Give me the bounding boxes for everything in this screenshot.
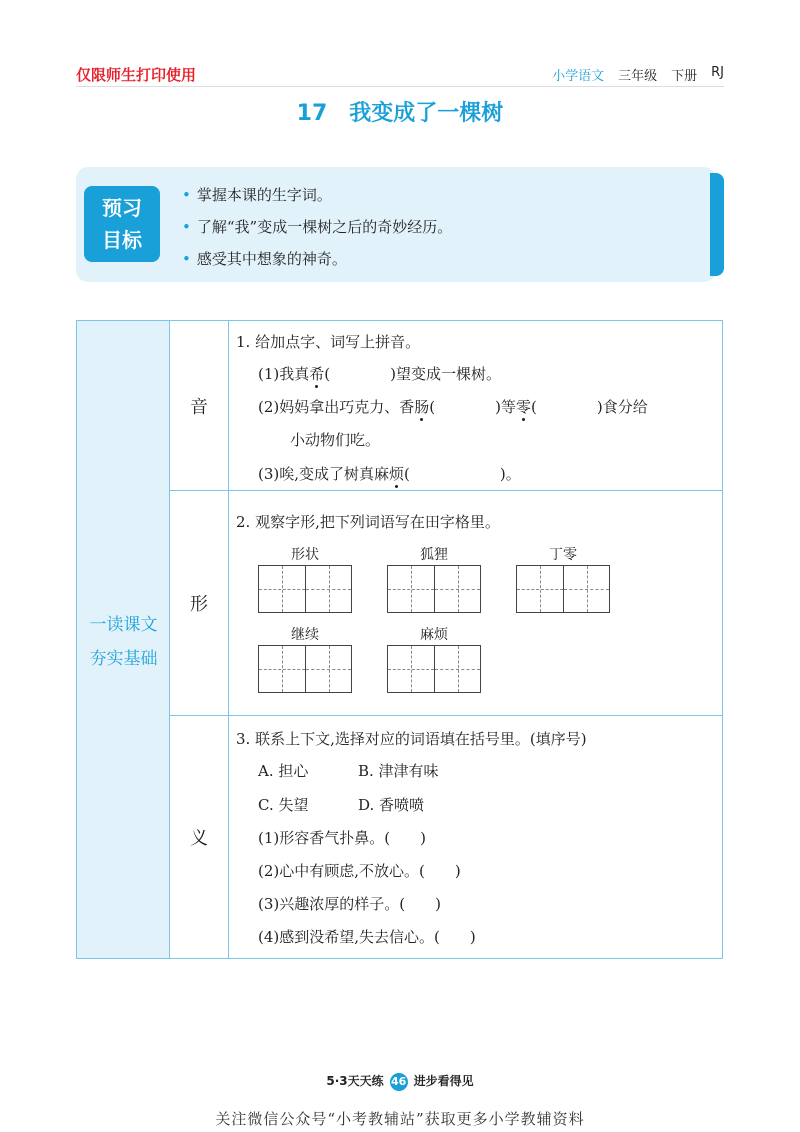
word-label: 狐狸 (420, 547, 448, 563)
writing-grid-item (516, 545, 610, 613)
section-label-line-1: 一读课文 (89, 615, 158, 635)
tianzige-grid[interactable] (387, 565, 481, 613)
lesson-name: 我变成了一棵树 (349, 101, 504, 126)
footer-brand: 5·3天天练 (326, 1074, 384, 1088)
print-notice: 仅限师生打印使用 (76, 66, 197, 84)
question-prompt: 1. 给加点字、词写上拼音。 (236, 333, 421, 351)
question-prompt: 3. 联系上下文,选择对应的词语填在括号里。(填序号) (236, 730, 587, 748)
writing-grid-item (258, 545, 352, 613)
answer-blank[interactable]: ( )。 (404, 465, 521, 483)
question-row-form (170, 491, 722, 716)
question-line: (2)妈妈拿出巧克力、香肠( )等零( )食分给 (258, 398, 648, 416)
exercise-table (76, 320, 723, 959)
option-a: A. 担心 (258, 762, 309, 780)
tianzige-grid[interactable] (258, 645, 352, 693)
footer-slogan: 进步看得见 (413, 1074, 474, 1088)
word-label: 麻烦 (420, 627, 448, 643)
answer-blank[interactable]: ( )等 (429, 398, 516, 416)
section-side-column (77, 321, 170, 958)
dotted-char: 希 (309, 365, 325, 383)
page-number: 46 (390, 1073, 408, 1091)
question-line: 小动物们吃。 (290, 431, 381, 449)
page-footer (0, 1072, 800, 1091)
option-b: B. 津津有味 (358, 762, 439, 780)
goal-item: • 感受其中想象的神奇。 (182, 250, 347, 268)
badge-line-1: 预习 (102, 196, 142, 220)
section-label (77, 608, 170, 676)
bottom-note: 关注微信公众号“小考教辅站”获取更多小学教辅资料 (215, 1110, 585, 1128)
writing-grid-item (258, 625, 352, 693)
answer-blank[interactable]: ( ) (324, 365, 396, 383)
edition-label: RJ (711, 65, 724, 80)
bullet-icon: • (182, 218, 191, 236)
question-line: (1)我真希( )望变成一棵树。 (258, 365, 501, 383)
header-divider (76, 86, 724, 87)
question-row-meaning (170, 716, 722, 958)
tianzige-grid[interactable] (516, 565, 610, 613)
term-label: 下册 (671, 69, 698, 84)
option-c: C. 失望 (258, 796, 309, 814)
answer-blank[interactable]: ( ) (531, 398, 603, 416)
goal-item: • 了解“我”变成一棵树之后的奇妙经历。 (182, 218, 453, 236)
category-label: 音 (170, 321, 229, 490)
fill-item[interactable]: (1)形容香气扑鼻。( ) (258, 829, 426, 847)
question-line: (3)唉,变成了树真麻烦( )。 (258, 465, 521, 483)
option-d: D. 香喷喷 (358, 796, 425, 814)
dotted-char: 肠 (414, 398, 430, 416)
writing-grid-item (387, 545, 481, 613)
lesson-number: 17 (296, 101, 328, 126)
goal-list (182, 179, 452, 275)
preview-goals-panel (76, 167, 716, 282)
dotted-char: 烦 (389, 465, 405, 483)
section-label-line-2: 夯实基础 (89, 649, 158, 669)
word-label: 丁零 (549, 547, 577, 563)
bullet-icon: • (182, 250, 191, 268)
book-info (552, 65, 724, 84)
word-label: 继续 (291, 627, 319, 643)
word-label: 形状 (291, 547, 319, 563)
writing-grid-item (387, 625, 481, 693)
question-row-pronunciation (170, 321, 722, 491)
fill-item[interactable]: (3)兴趣浓厚的样子。( ) (258, 895, 441, 913)
badge-line-2: 目标 (102, 228, 142, 252)
fill-item[interactable]: (4)感到没希望,失去信心。( ) (258, 928, 476, 946)
fill-item[interactable]: (2)心中有顾虑,不放心。( ) (258, 862, 461, 880)
bullet-icon: • (182, 186, 191, 204)
question-prompt: 2. 观察字形,把下列词语写在田字格里。 (236, 513, 500, 531)
category-label: 形 (170, 491, 229, 715)
goal-item: • 掌握本课的生字词。 (182, 186, 332, 204)
lesson-title (0, 96, 800, 127)
tianzige-grid[interactable] (387, 645, 481, 693)
tianzige-grid[interactable] (258, 565, 352, 613)
category-label: 义 (170, 716, 229, 958)
dotted-char: 零 (515, 398, 531, 416)
preview-goals-badge (84, 186, 160, 262)
subject-label: 小学语文 (552, 69, 605, 84)
grade-label: 三年级 (618, 69, 658, 84)
